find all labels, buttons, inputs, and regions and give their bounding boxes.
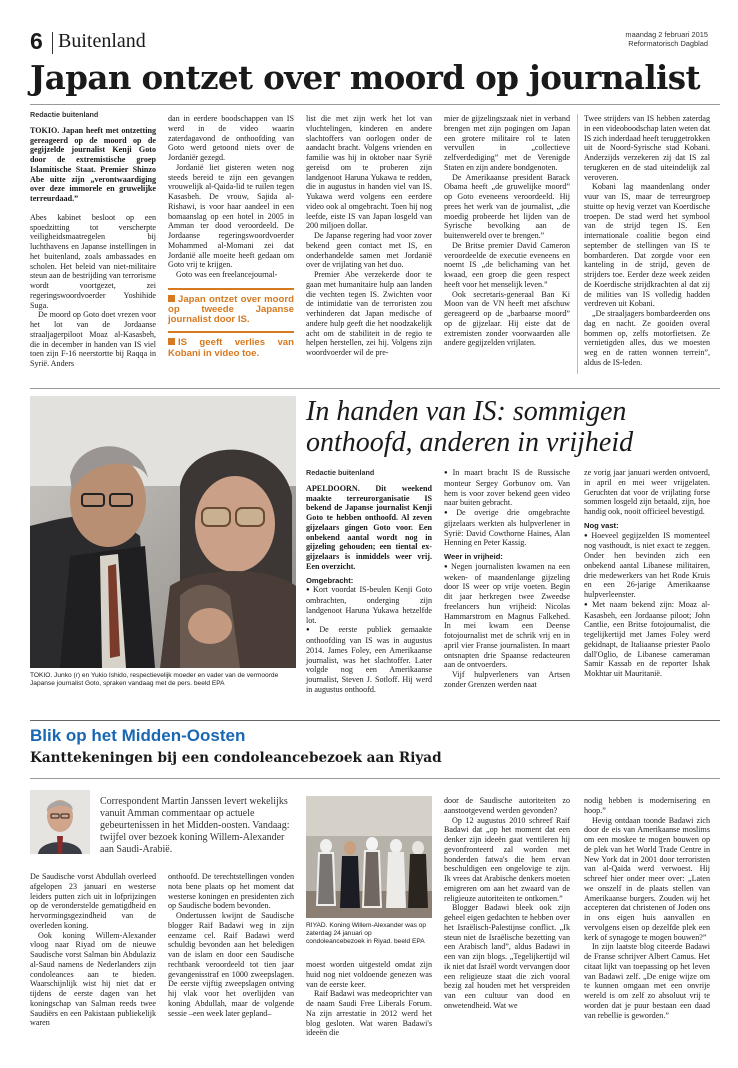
section-rule bbox=[30, 388, 720, 389]
article3-paragraph: door de Saudische autoriteiten zo aanstootgevend werden gevonden? bbox=[444, 796, 570, 815]
article3-paragraph: onthoofd. De terechtstellingen vonden nota bene plaats op het moment dat westerse koningen en presidenten zich op Saudische bodem bevonden. bbox=[168, 872, 294, 911]
article3-paragraph: De Saudische vorst Abdullah overleed afgelopen 23 januari en westerse leiders putten zich uit in lofprijzingen op de veronderstelde gematigdheid en hervormingsgezindheid van de overleden koning. bbox=[30, 872, 156, 930]
author-photo bbox=[30, 790, 90, 854]
article3-photo-caption bbox=[306, 922, 432, 947]
photo-credit: beeld EPA bbox=[193, 680, 225, 688]
article3-paragraph: Blogger Badawi bleek ook zijn geheel eigen gedachten te hebben over het Israëlisch-Palestijnse conflict. „Ik steun niet de Israëlische bezetting van een Arabisch land”, aldus Badawi in een van zijn blogs. „Tegelijkertijd wil ik niet dat Israël wordt vervangen door een religieuze staat die zich vooral bezig zal houden met het verspreiden van een cultuur van dood en onwetendheid. Wat we bbox=[444, 903, 570, 1010]
article3-paragraph: Raif Badawi was medeoprichter van de naam Saudi Free Liberals Forum. Na zijn arrestatie in 2012 werd het blog gesloten. Wat waren Badawi's ideeën die bbox=[306, 989, 432, 1038]
article2-bullet: ● Negen journalisten kwamen na een weken- of maandenlange gijzeling door IS weer op vrije voeten. Begin dit jaar herkregen twee Zweedse freelancers hun vrijheid: Nicolas Hammarstrom en Magnus Falkehed. In mei kwam een Deense fotojournalist met de schrik vrij en in april vier Franse journalisten. In maart ontsnapten drie Spaanse redacteuren aan de ontvoerders. bbox=[444, 562, 570, 670]
article1-paragraph: Abes kabinet besloot op een spoedzitting tot verscherpte veiligheidsmaatregelen bij luchthavens en Japanse instellingen in het buitenland, zoals ambassades en scholen. Het beleid van niet-militaire steun aan de bestrijding van terrorisme wordt voortgezet, zei regeringswoordvoerder Yoshihide Suga. bbox=[30, 212, 156, 310]
article1-lead: TOKIO. Japan heeft met ontzetting gereageerd op de moord op de gegijzelde journalist Kenji Goto door de extremistische groep Islamitische Staat. Premier Shinzo Abe uitte zijn „verontwaardiging over deze immorele en gruwelijke terreurdaad.” bbox=[30, 125, 156, 203]
caption-text: TOKIO. Junko (r) en Yukio Ishido, respectievelijk moeder en vader van de vermoorde Japanse journalist Goto, spraken vandaag met de pers. bbox=[30, 672, 279, 688]
article3-paragraph: nodig hebben is modernisering en hoop.” bbox=[584, 796, 710, 815]
article3-column-3 bbox=[306, 960, 432, 1038]
headline-rule bbox=[30, 104, 720, 105]
article2-bullet: ● De eerste publiek gemaakte onthoofding van IS was in augustus 2014. James Foley, een Amerikaanse journalist, was het slachtoffer. Later volgde nog een Amerikaanse journalist, Steven J. Sotloff. Hij werd in augustus onthoofd. bbox=[306, 625, 432, 694]
article3-paragraph: In zijn laatste blog citeerde Badawi de Franse schrijver Albert Camus. Het citaat lijkt van toepassing op het leven van Badawi zelf. „De enige wijze om te kunnen omgaan met een onvrije wereld is om zelf zo absoluut vrij te worden dat je puur bestaan een daad van rebellie is geworden.” bbox=[584, 942, 710, 1020]
subheading-vrijheid: Weer in vrijheid: bbox=[444, 552, 503, 561]
photo-credit: beeld EPA bbox=[394, 938, 425, 946]
article1-headline: Japan ontzet over moord op journalist bbox=[30, 58, 700, 97]
article3-intro: Correspondent Martin Janssen levert wekelijks vanuit Amman commentaar op actuele gebeurtenissen in het Midden-oosten. Vandaag: twijfel over bezoek koning Willem-Alexander aan Saudi-Arabië. bbox=[100, 796, 290, 855]
article1-column-1 bbox=[30, 110, 156, 369]
article1-paragraph: De moord op Goto doet vrezen voor het lot van de Jordaanse straaljagerpiloot Moaz al-Kasasbeh, die in december in handen van IS viel toen zijn F-16 neerstortte bij Raqqa in Syrië. Anders bbox=[30, 310, 156, 368]
date: maandag 2 februari 2015 bbox=[625, 30, 708, 39]
article3-paragraph: Hevig ontdaan toonde Badawi zich door de eis van Amerikaanse moslims om een moskee te mogen bouwen op de plek van het World Trade Centre in New York dat in 2001 door terroristen van al-Qaida werd verwoest. Hij schreef hier onder meer over: „Laten we onszelf in de plaats stellen van Amerikaanse burgers. Zouden wij het accepteren dat christenen of Joden ons in ons eigen huis aanvallen en vervolgens eisen op dezelfde plek een kerk of synagoge te mogen bouwen?” bbox=[584, 815, 710, 942]
article3-paragraph: Op 12 augustus 2010 schreef Raif Badawi dat „op het moment dat een denker zijn ideeën gaat ventileren hij gevonfronteerd zal worden met honderden fatwa's die hem ervan beschuldigen een ongelovige te zijn. Ik vrees dat Arabische denkers moeten emigreren om aan het zwaard van de religieuze autoriteiten te ontkomen.” bbox=[444, 815, 570, 903]
article1-paragraph: dan in eerdere boodschappen van IS werd in de video waarin zaterdagavond de onthoofding van Goto werd getoond niets over de Jordaniër gezegd. bbox=[168, 114, 294, 162]
tip-link-2[interactable] bbox=[168, 338, 294, 358]
article1-paragraph: Premier Abe verzekerde door te gaan met humanitaire hulp aan landen die vechten tegen IS. Zwichten voor de intimidatie van de terroristen zou verhinderen dat Japan medische of andere hulp geeft die het noodzakelijk acht om de stabiliteit in de regio te helpen herstellen, zei hij. Volgens zijn woordvoerder wil de pre- bbox=[306, 270, 432, 357]
article1-paragraph: De Amerikaanse president Barack Obama heeft „de gruwelijke moord” op Goto eveneens veroordeeld. Hij prees het werk van de journalist, „die moedig probeerde het lijden van de Syrische bevolking aan de buitenwereld over te brengen.” bbox=[444, 172, 570, 240]
article2-bullet: ● In maart bracht IS de Russische monteur Sergey Gorbunov om. Van hem is voor zover bekend geen video naar buiten gebracht. bbox=[444, 468, 570, 508]
article1-paragraph: De Japanse regering had voor zover bekend geen contact met IS, en onderhandelde samen met Jordanië over de vrijlating van het duo. bbox=[306, 231, 432, 270]
article2-photo bbox=[30, 396, 296, 668]
article3-paragraph: Ook koning Willem-Alexander vloog naar Riyad om de nieuwe Saudische vorst Salman bin Abdulaziz al-Saud namens de Nederlanders zijn condoleances aan te bieden. Waarschijnlijk wist hij niet dat er tijdens de eerste dagen van het koningschap van Salman reeds twee Saudiërs en een Pakistaan publiekelijk waren bbox=[30, 930, 156, 1028]
article1-paragraph: „De straaljagers bombardeerden ons dag en nacht. Ze gooiden overal bommen op, zelfs motorfietsen. Ze vernietigden alles, dus we moesten weg en de ratten wonnen terrein”, aldus de IS-leden. bbox=[584, 309, 710, 367]
article2-bullet: ● Met naam bekend zijn: Moaz al-Kasasbeh, een Jordaanse piloot; John Cantlie, een Britse fotojournalist, die tegelijkertijd met James Foley werd gekidnapt, de Italiaanse priester Paolo dall'Oglio, de Libanese cameraman Samir Kassab en de reporter Ishak Mokhtar uit Mauritanië. bbox=[584, 600, 710, 679]
tip-square-icon bbox=[168, 295, 175, 302]
article2-bullet: ● Hoeveel gegijzelden IS momenteel nog vasthoudt, is niet exact te zeggen. Onder hen bevinden zich een onbekend aantal Libanese militairen, drie medewerkers van het Rode Kruis en een 26-jarige Amerikaanse hulpverleenster. bbox=[584, 531, 710, 600]
tip-text: IS geeft verlies van Kobani in video toe. bbox=[168, 337, 294, 359]
tip-text: Japan ontzet over moord op tweede Japanse journalist door IS. bbox=[168, 293, 294, 326]
article2-column-2 bbox=[444, 468, 570, 690]
article2-paragraph: Vijf hulpverleners van Artsen zonder Grenzen werden naat bbox=[444, 670, 570, 689]
article1-paragraph: mier de gijzelingszaak niet in verband brengen met zijn pogingen om Japan een grotere militaire rol te laten vervullen in „collectieve zelfverdediging” met de Verenigde Staten en zijn andere bondgenoten. bbox=[444, 114, 570, 172]
article3-headline: Kanttekeningen bij een condoleancebezoek aan Riyad bbox=[30, 750, 442, 766]
article3-column-5 bbox=[584, 796, 710, 1020]
article2-photo-caption bbox=[30, 672, 296, 688]
article1-byline: Redactie buitenland bbox=[30, 110, 99, 119]
parents-photo-illustration bbox=[30, 396, 296, 668]
article1-paragraph: Twee strijders van IS hebben zaterdag in een videoboodschap laten weten dat IS zich inderdaad heeft teruggetrokken uit de Noord-Syrische stad Kobani. Anderzijds verzekeren zij dat IS zal terugkeren en de stad uiteindelijk zal veroveren. bbox=[584, 114, 710, 182]
article3-column-2 bbox=[168, 872, 294, 1018]
article2-column-1 bbox=[306, 468, 432, 695]
article1-paragraph: Goto was een freelancejournal- bbox=[176, 270, 278, 279]
article1-paragraph: Jordanië liet gisteren weten nog steeds bereid te zijn een gevangen vrouwelijk al-Qaida-lid te ruilen tegen Kasasbeh. De vrouw, Sajida al-Rishawi, is voor haar aandeel in een bomaanslag op een hotel in 2005 in Amman ter dood veroordeeld. De Jordaanse regeringswoordvoerder Mohammed al-Momani zei dat Jordanië alle moeite heeft gedaan om Goto vrij te krijgen. bbox=[168, 162, 294, 270]
publication-name: Reformatorisch Dagblad bbox=[628, 39, 708, 48]
tip-square-icon bbox=[168, 338, 175, 345]
article2-bullet: ● Kort voordat IS-beulen Kenji Goto ombrachten, onderging zijn landgenoot Haruna Yukawa hetzelfde lot. bbox=[306, 585, 432, 625]
section-title: Buitenland bbox=[58, 30, 146, 52]
article1-paragraph: De Britse premier David Cameron veroordeelde de executie eveneens en noemt IS „de belichaming van het kwaad, een groep die geen respect heeft voor het menselijk leven.” bbox=[444, 240, 570, 289]
caption-text: RIYAD. Koning Willem-Alexander was op zaterdag 24 januari op condoleancebezoek in Riyad. bbox=[306, 922, 427, 946]
article3-column-1 bbox=[30, 872, 156, 1028]
article1-column-4 bbox=[444, 114, 570, 348]
article1-paragraph: list die met zijn werk het lot van vluchtelingen, kinderen en andere slachtoffers van oorlogen onder de aandacht bracht. Volgens vrienden en familie was hij in oktober naar Syrië gereisd om te proberen zijn landgenoot Haruna Yukawa te redden, die in augustus in handen viel van IS. Yukawa werd volgens een eerdere video ook al omgebracht. Toen hij nog leefde, eiste IS van Japan losgeld van 200 miljoen dollar. bbox=[306, 114, 432, 231]
article3-photo bbox=[306, 796, 432, 918]
article1-column-5 bbox=[584, 114, 710, 368]
header-divider bbox=[52, 32, 53, 54]
article2-byline: Redactie buitenland bbox=[306, 468, 375, 477]
article1-paragraph: Kobani lag maandenlang onder vuur van IS, maar de terreurgroep stuitte op hevig verzet van Koerdische troepen. De stad werd het symbool van de strijd tegen IS. Een internationale coalitie begon eind september de stellingen van IS te bombarderen. Dat zorgde voor een kanteling in de strijd, geven de strijders toe. Eerder deze week zeiden de Koerdische strijdkrachten al dat zij de milities van IS volledig hadden verdreven uit Kobani. bbox=[584, 182, 710, 309]
tip-divider bbox=[168, 288, 294, 290]
section-rule bbox=[30, 720, 720, 721]
article3-kicker: Blik op het Midden-Oosten bbox=[30, 726, 246, 745]
column-divider bbox=[577, 114, 578, 374]
author-portrait bbox=[30, 790, 90, 854]
article2-lead: APELDOORN. Dit weekend maakte terreurorganisatie IS bekend de Japanse journalist Kenji Goto te hebben onthoofd. Al zeven gijzelaars gingen Goto voor. Een onbekend aantal wordt nog in gijzeling gehouden; een tiental ex-gijzelaars is inmiddels weer vrij. Een overzicht. bbox=[306, 483, 432, 571]
article3-paragraph: moest worden uitgesteld omdat zijn huid nog niet voldoende genezen was van de eerste keer. bbox=[306, 960, 432, 989]
header-date-block bbox=[508, 30, 708, 48]
article1-column-3 bbox=[306, 114, 432, 358]
article3-column-4 bbox=[444, 796, 570, 1011]
subheading-omgebracht: Omgebracht: bbox=[306, 575, 354, 585]
article2-headline: In handen van IS: sommigen onthoofd, anderen in vrijheid bbox=[306, 396, 634, 458]
page-number: 6 bbox=[30, 28, 43, 54]
tip-divider bbox=[168, 331, 294, 333]
article1-paragraph: Ook secretaris-generaal Ban Ki Moon van de VN heeft met afschuw gereageerd op de „barbaarse moord” op de gijzelaar. Hij eiste dat de extremisten zonder voorwaarden alle andere gegijzelden vrijlaten. bbox=[444, 289, 570, 348]
article2-paragraph: ze vorig jaar januari werden ontvoerd, in april en mei weer vrijgelaten. Geruchten dat voor de vrijlating forse sommen losgeld zijn betaald, zijn, hoe handig ook, nooit officieel bevestigd. bbox=[584, 468, 710, 516]
article3-paragraph: Ondertussen kwijnt de Saudische blogger Raif Badawi weg in zijn eenzame cel. Raif Badawi werd schuldig bevonden aan het beledigen van de islam en door een Saudische rechtbank veroordeeld tot tien jaar gevangenisstraf en 1000 zweepslagen. De eerste vijftig zweepslagen ontving hij vlak voor het overlijden van koning Abdullah, maar de volgende sessie –een week later gepland– bbox=[168, 911, 294, 1018]
article1-column-2 bbox=[168, 114, 294, 359]
article2-bullet: ● De overige drie omgebrachte gijzelaars werkten als hulpverlener in Syrië: David Cowthorne Haines, Alan Henning en Peter Kassig. bbox=[444, 508, 570, 548]
tip-link-1[interactable] bbox=[168, 295, 294, 326]
section-rule bbox=[30, 778, 720, 779]
riyad-visit-photo-illustration bbox=[306, 796, 432, 918]
article2-column-3 bbox=[584, 468, 710, 679]
subheading-nog-vast: Nog vast: bbox=[584, 520, 619, 530]
